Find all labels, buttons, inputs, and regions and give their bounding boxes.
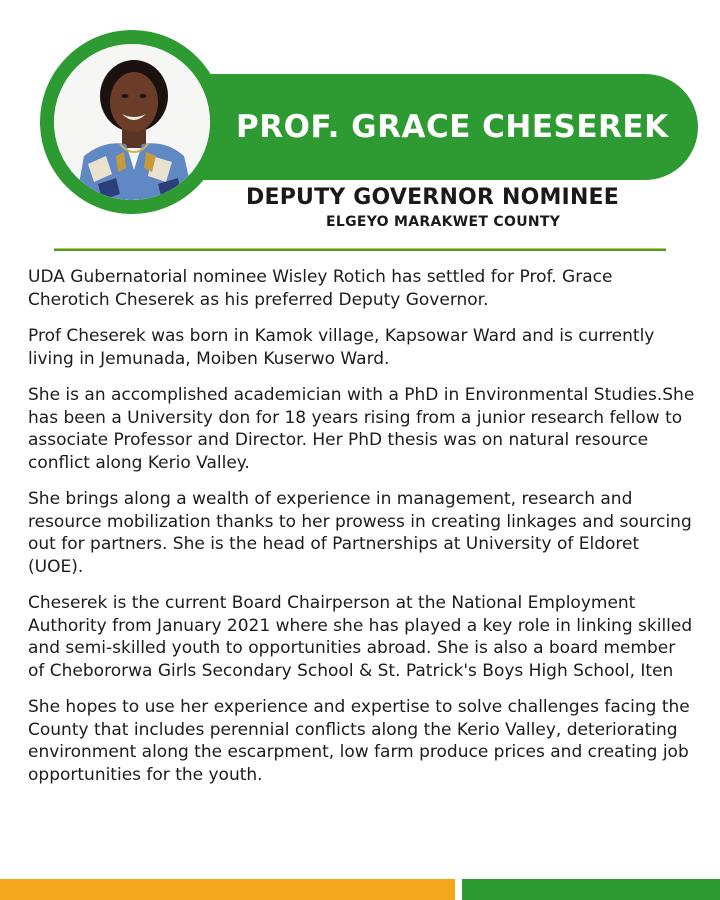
paragraph: Prof Cheserek was born in Kamok village, Kapsowar Ward and is currently living in Jemunada, Moiben Kuserwo Ward. [28,326,655,369]
footer-bar-orange [0,879,455,900]
county-name: ELGEYO MARAKWET COUNTY [326,214,561,230]
paragraph: Cheserek is the current Board Chairperson at the National Employment Authority from January 2021 where she has played a key role in linking skilled and semi-skilled youth to opportunities abroad. She is also a board member of Chebororwa Girls Secondary School & St. Patrick's Boys High School, Iten [28,593,693,681]
article-body [28,266,696,800]
portrait-photo [54,44,210,200]
paragraph: UDA Gubernatorial nominee Wisley Rotich has settled for Prof. Grace Cherotich Cheserek as his preferred Deputy Governor. [28,267,613,310]
nominee-title: DEPUTY GOVERNOR NOMINEE [246,185,620,210]
nominee-name: PROF. GRACE CHESEREK [236,109,669,145]
divider [54,248,666,251]
paragraph: She brings along a wealth of experience in management, research and resource mobilization thanks to her prowess in creating linkages and sourcing out for partners. She is the head of Partnerships at University of Eldoret (UOE). [28,489,692,577]
footer-bar-green [462,879,720,900]
paragraph: She is an accomplished academician with a PhD in Environmental Studies.She has been a University don for 18 years rising from a junior research fellow to associate Professor and Director. Her PhD thesis was on natural resource conflict along Kerio Valley. [28,385,695,473]
paragraph: She hopes to use her experience and expertise to solve challenges facing the County that includes perennial conflicts along the Kerio Valley, deteriorating environment along the escarpment, low farm produce prices and creating job opportunities for the youth. [28,697,690,785]
